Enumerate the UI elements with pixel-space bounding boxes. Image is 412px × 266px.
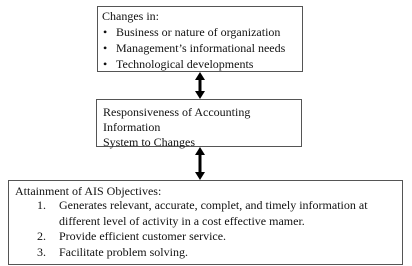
- item-text: Generates relevant, accurate, complet, and timely information at different level of activity in a cost effective mamer.: [59, 198, 368, 228]
- list-item: • Business or nature of organization: [103, 25, 281, 39]
- objectives-box: [8, 180, 403, 265]
- list-item: • Technological developments: [103, 57, 254, 71]
- changes-list: [102, 24, 298, 72]
- list-item: • Management’s informational needs: [103, 41, 286, 55]
- list-item: [15, 198, 396, 229]
- bullet-icon: •: [103, 25, 108, 39]
- bullet-icon: •: [103, 41, 108, 55]
- item-text: Facilitate problem solving.: [59, 244, 188, 259]
- changes-box: [97, 6, 303, 72]
- list-item: [15, 229, 396, 245]
- changes-title: Changes in:: [102, 9, 159, 23]
- list-item: [15, 245, 396, 261]
- arrow-changes-to-responsiveness: [195, 72, 205, 99]
- responsiveness-box: [96, 99, 302, 147]
- bullet-icon: •: [103, 57, 108, 71]
- objectives-list: [15, 198, 396, 260]
- item-number: 3.: [37, 244, 46, 259]
- responsiveness-line-1: Responsiveness of Accounting Information: [103, 105, 251, 134]
- item-text: Provide efficient customer service.: [59, 229, 227, 243]
- item-number: 2.: [37, 229, 46, 243]
- item-number: 1.: [37, 198, 46, 212]
- responsiveness-line-2: System to Changes: [103, 135, 195, 149]
- objectives-title: Attainment of AIS Objectives:: [15, 184, 162, 198]
- arrow-responsiveness-to-objectives: [195, 147, 205, 180]
